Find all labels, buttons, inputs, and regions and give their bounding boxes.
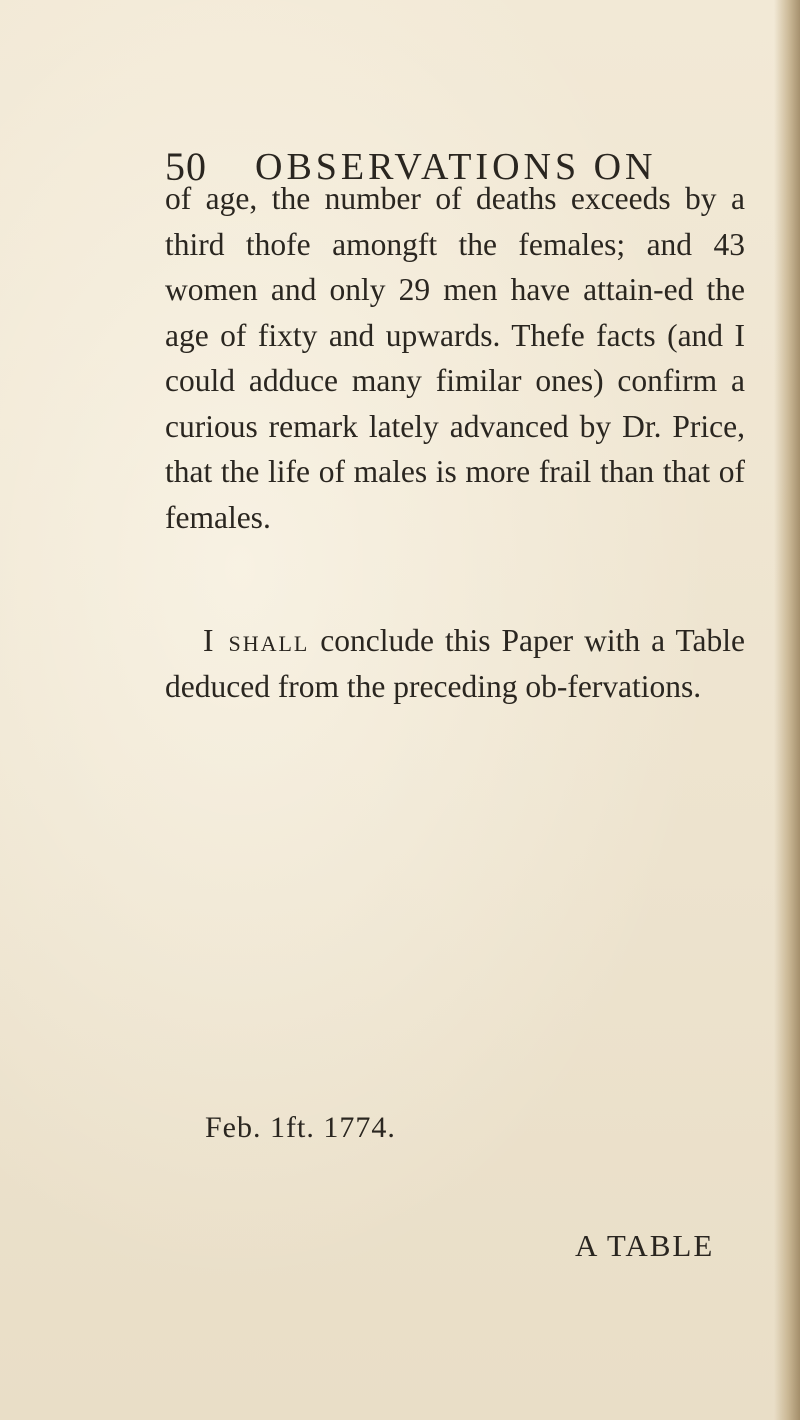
body-paragraph-2 <box>165 618 745 709</box>
paragraph-lead-smallcaps: I shall <box>203 623 310 658</box>
page-number: 50 <box>165 144 207 189</box>
body-paragraph-1: of age, the number of deaths exceeds by a third thofe amongft the females; and 43 women and only 29 men have attain-ed the age of fixty and upwards. Thefe facts (and I could adduce many fimilar ones) confirm a curious remark lately advanced by Dr. Price, that the life of males is more frail than that of females. <box>165 181 745 535</box>
dateline: Feb. 1ft. 1774. <box>205 1111 396 1144</box>
paragraph-2-text: conclude this Paper with a Table deduced from the preceding ob-fervations. <box>165 623 745 704</box>
catchword: A TABLE <box>575 1228 715 1263</box>
running-head: OBSERVATIONS ON <box>255 146 657 188</box>
page-edge-shadow <box>774 0 800 1420</box>
